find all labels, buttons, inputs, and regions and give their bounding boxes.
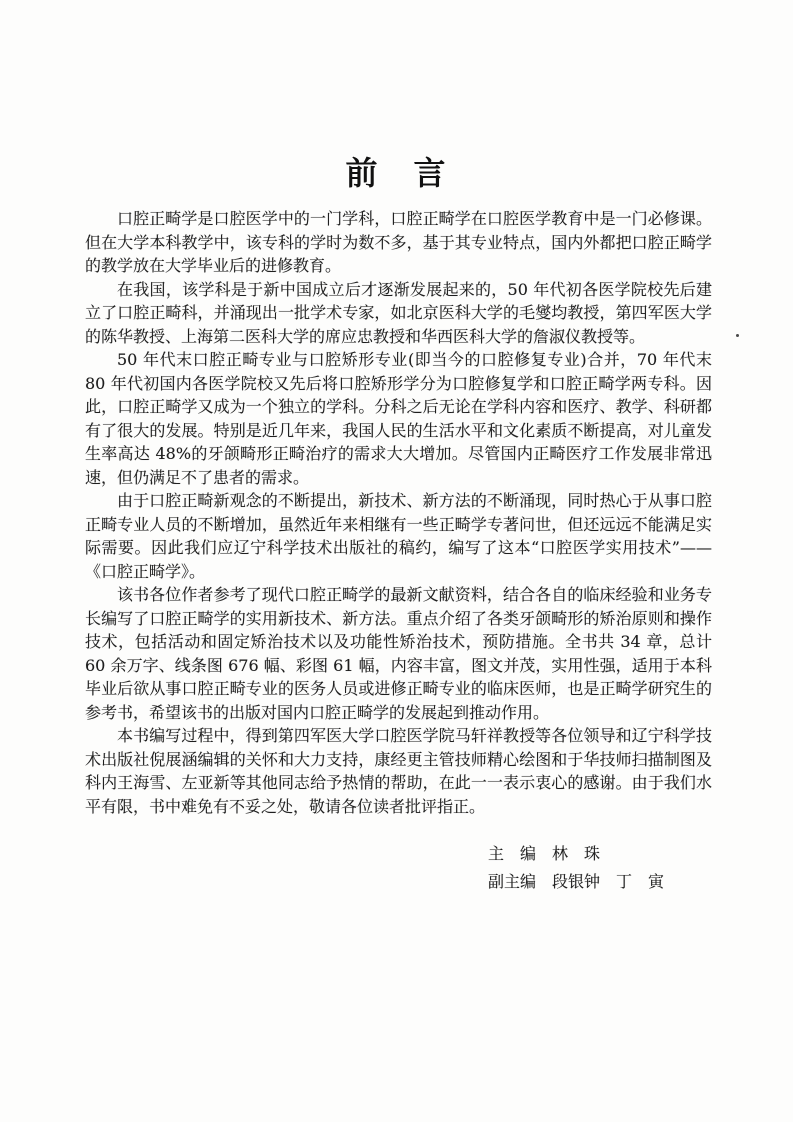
- chief-editor-line: [488, 840, 793, 868]
- deputy-editor-names: 段银钟 丁 寅: [552, 872, 665, 891]
- deputy-editor-role: 副主编: [488, 872, 537, 891]
- paragraph-4: 由于口腔正畸新观念的不断提出，新技术、新方法的不断涌现，同时热心于从事口腔正畸专业人员的不断增加，虽然近年来相继有一些正畸学专著问世，但还远远不能满足实际需要。因此我们应辽宁科学技术出版社的稿约，编写了这本“口腔医学实用技术”——《口腔正畸学》。: [85, 491, 712, 581]
- page-title: 前 言: [345, 154, 448, 192]
- signature-block: [488, 840, 793, 896]
- paragraph-6: 本书编写过程中，得到第四军医大学口腔医学院马轩祥教授等各位领导和辽宁科学技术出版社倪展涵编辑的关怀和大力支持，康经更主管技师精心绘图和于华技师扫描制图及科内王海雪、左亚新等其他同志给予热情的帮助，在此一一表示衷心的感谢。由于我们水平有限，书中难免有不妥之处，敬请各位读者批评指正。: [85, 726, 712, 816]
- paragraph-5: 该书各位作者参考了现代口腔正畸学的最新文献资料，结合各自的临床经验和业务专长编写了口腔正畸学的实用新技术、新方法。重点介绍了各类牙颌畸形的矫治原则和操作技术，包括活动和固定矫治技术以及功能性矫治技术，预防措施。全书共 34 章，总计 60 余万字、线条图 676 幅、彩图 61 幅，内容丰富，图文并茂，实用性强，适用于本科毕业后欲从事口腔正畸专业的医务人员或进修正畸专业的临床医师，也是正畸学研究生的参考书，希望该书的出版对国内口腔正畸学的发展起到推动作用。: [85, 585, 712, 722]
- preface-body: [85, 207, 712, 818]
- scan-artifact-dot: [736, 334, 739, 337]
- paragraph-3: 50 年代末口腔正畸专业与口腔矫形专业(即当今的口腔修复专业)合并，70 年代末 80 年代初国内各医学院校又先后将口腔矫形学分为口腔修复学和口腔正畸学两专科。因此，口腔正畸学又成为一个独立的学科。分科之后无论在学科内容和医疗、教学、科研都有了很大的发展。特别是近几年来，我国人民的生活水平和文化素质不断提高，对儿童发生率高达 48%的牙颌畸形正畸治疗的需求大大增加。尽管国内正畸医疗工作发展非常迅速，但仍满足不了患者的需求。: [85, 350, 712, 487]
- chief-editor-role: 主 编: [488, 844, 537, 863]
- paragraph-2: 在我国，该学科是于新中国成立后才逐渐发展起来的，50 年代初各医学院校先后建立了口腔正畸科，并涌现出一批学术专家，如北京医科大学的毛燮均教授，第四军医大学的陈华教授、上海第二医科大学的席应忠教授和华西医科大学的詹淑仪教授等。: [85, 279, 712, 346]
- deputy-editor-line: [488, 868, 793, 896]
- paragraph-1: 口腔正畸学是口腔医学中的一门学科，口腔正畸学在口腔医学教育中是一门必修课。但在大学本科教学中，该专科的学时为数不多，基于其专业特点，国内外都把口腔正畸学的教学放在大学毕业后的进修教育。: [85, 209, 712, 275]
- chief-editor-names: 林 珠: [552, 844, 601, 863]
